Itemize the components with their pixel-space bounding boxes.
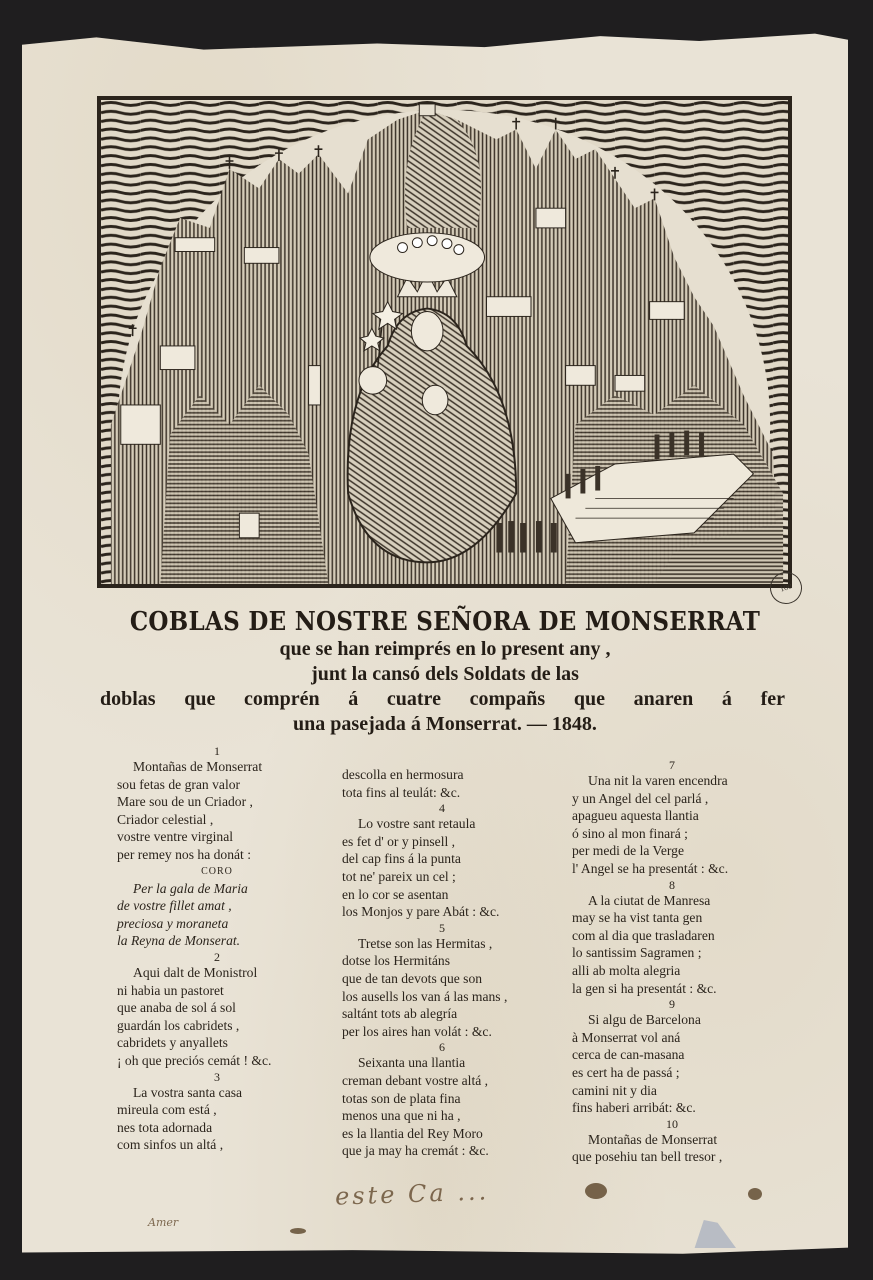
subtitle-line-2: junt la cansó dels Soldats de las	[311, 663, 579, 685]
verse-line: com al dia que trasladaren	[572, 927, 715, 943]
verse-line: camini nit y dia	[572, 1082, 657, 1098]
verse-line: à Monserrat vol aná	[572, 1029, 681, 1045]
handwritten-note: este Ca ...	[334, 1177, 490, 1211]
verse-line: es cert ha de passá ;	[572, 1064, 680, 1080]
subtitle-line-3: doblas que comprén á cuatre compañs que anaren á fer	[100, 688, 785, 710]
chorus-label: CORO	[201, 865, 233, 877]
stanza-number: 9	[669, 997, 675, 1012]
verse-line: La vostra santa casa	[133, 1084, 243, 1100]
verse-line: y un Angel del cel parlá ,	[572, 790, 709, 806]
verse-line: tota fins al teulát: &c.	[342, 784, 461, 800]
handwritten-signature: Amer	[148, 1216, 179, 1229]
library-stamp: 100	[765, 567, 806, 608]
verse-line: ó sino al mon finará ;	[572, 825, 688, 841]
verse-line: Lo vostre sant retaula	[358, 816, 476, 832]
stanza-number: 10	[666, 1116, 678, 1131]
verse-line: que de tan devots que son	[342, 970, 483, 986]
verse-line: descolla en hermosura	[342, 767, 464, 782]
verse-column-1	[117, 744, 342, 1154]
verse-line: nes tota adornada	[117, 1119, 213, 1135]
stanza-number: 4	[439, 801, 445, 816]
stanza-number: 6	[439, 1040, 445, 1055]
verse-line: Montañas de Monserrat	[588, 1131, 718, 1147]
ink-blot	[748, 1188, 762, 1200]
verse-line: guardán los cabridets ,	[117, 1017, 240, 1033]
title-block	[100, 605, 785, 737]
verse-line: mireula com está ,	[117, 1102, 217, 1118]
ink-blot	[585, 1183, 607, 1199]
verse-line: sou fetas de gran valor	[117, 776, 241, 792]
ink-blot	[290, 1228, 306, 1234]
verse-line: los ausells los van á las mans ,	[342, 988, 508, 1004]
verse-line: Seixanta una llantia	[358, 1055, 466, 1071]
stanza-number: 2	[214, 949, 220, 964]
main-title: COBLAS DE NOSTRE SEÑORA DE MONSERRAT	[129, 605, 761, 637]
verse-line: menos una que ni ha ,	[342, 1108, 461, 1124]
verse-line: totas son de plata fina	[342, 1090, 461, 1106]
verse-line: que anaba de sol á sol	[117, 1000, 236, 1016]
verse-line: saltánt tots ab alegría	[342, 1006, 458, 1022]
verse-line: l' Angel se ha presentát : &c.	[572, 860, 729, 876]
verse-line: cerca de can-masana	[572, 1047, 685, 1063]
verse-line: Si algu de Barcelona	[588, 1012, 701, 1028]
verse-line: ni habia un pastoret	[117, 982, 224, 998]
verse-line: la gen si ha presentát : &c.	[572, 980, 717, 996]
verse-line: ¡ oh que preciós cemát ! &c.	[117, 1052, 272, 1068]
subtitle-line-4: una pasejada á Monserrat. — 1848.	[293, 713, 597, 735]
verse-line: los Monjos y pare Abát : &c.	[342, 904, 500, 920]
verse-line: tot ne' pareix un cel ;	[342, 868, 456, 884]
verse-line: com sinfos un altá ,	[117, 1137, 224, 1153]
verse-line: Aqui dalt de Monistrol	[133, 964, 258, 980]
verse-line: creman debant vostre altá ,	[342, 1072, 489, 1088]
verse-line: que ja may ha cremát : &c.	[342, 1143, 489, 1159]
verse-line: preciosa y moraneta	[117, 915, 229, 931]
woodcut-illustration	[97, 96, 792, 588]
verse-line: de vostre fillet amat ,	[117, 898, 232, 914]
verse-line: may se ha vist tanta gen	[572, 910, 703, 926]
stanza-number: 8	[669, 877, 675, 892]
verse-line: alli ab molta alegria	[572, 962, 681, 978]
verse-line: Mare sou de un Criador ,	[117, 794, 253, 810]
verse-line: Montañas de Monserrat	[133, 759, 263, 774]
verse-column-3	[572, 758, 797, 1166]
verse-line: per los aires han volát : &c.	[342, 1023, 492, 1039]
verse-line: per medi de la Verge	[572, 843, 684, 859]
verse-column-2	[342, 766, 567, 1160]
verse-line: Per la gala de Maria	[133, 880, 248, 896]
verse-line: es la llantia del Rey Moro	[342, 1125, 483, 1141]
verse-line: cabridets y anyallets	[117, 1035, 228, 1051]
verse-line: en lo cor se asentan	[342, 886, 449, 902]
verse-line: Criador celestial ,	[117, 811, 214, 827]
verse-line: A la ciutat de Manresa	[588, 892, 711, 908]
verse-line: fins haberi arribát: &c.	[572, 1100, 696, 1116]
verse-line: per remey nos ha donát :	[117, 846, 252, 862]
verse-line: Una nit la varen encendra	[588, 773, 728, 788]
verse-line: que posehiu tan bell tresor ,	[572, 1149, 723, 1165]
verse-line: es fet d' or y pinsell ,	[342, 833, 456, 849]
subtitle-line-1: que se han reimprés en lo present any ,	[279, 638, 611, 660]
verse-line: Tretse son las Hermitas ,	[358, 935, 493, 951]
stanza-number: 3	[214, 1069, 220, 1084]
stanza-number: 5	[439, 920, 445, 935]
verse-line: del cap fins á la punta	[342, 851, 461, 867]
verse-line: vostre ventre virginal	[117, 829, 234, 845]
verse-line: lo santissim Sagramen ;	[572, 945, 702, 961]
verse-line: apagueu aquesta llantia	[572, 808, 699, 824]
stanza-number: 7	[669, 758, 675, 772]
montserrat-virgin-woodcut	[101, 100, 788, 584]
verse-columns	[105, 744, 795, 1164]
verse-line: dotse los Hermitáns	[342, 953, 450, 969]
stanza-number: 1	[214, 744, 220, 758]
verse-line: la Reyna de Monserat.	[117, 933, 241, 949]
